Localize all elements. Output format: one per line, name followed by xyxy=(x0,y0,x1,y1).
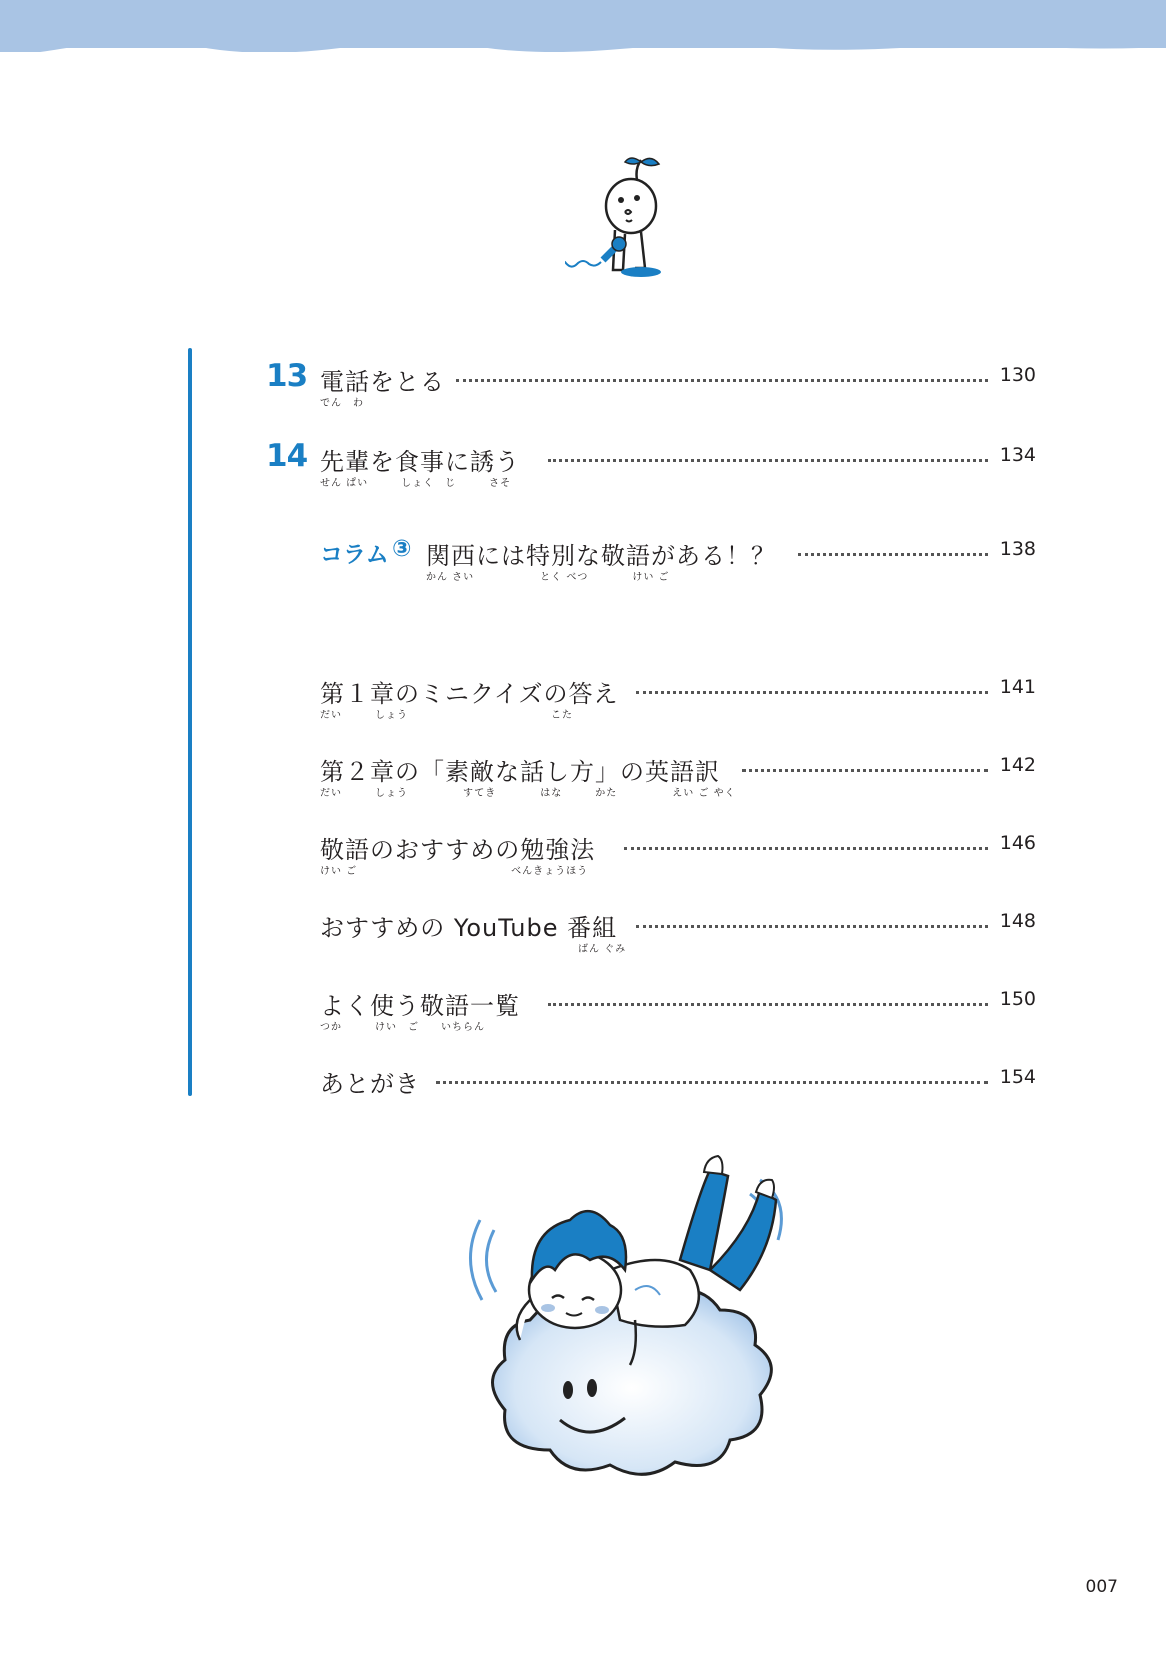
dot-leader xyxy=(548,1003,988,1006)
dot-leader xyxy=(742,769,988,772)
entry-ruby: つか けい ご いちらん xyxy=(320,1022,485,1033)
toc-entry[interactable] xyxy=(266,438,1036,502)
toc-entry[interactable] xyxy=(266,674,1036,734)
dot-leader xyxy=(548,459,988,462)
toc-accent-line xyxy=(188,348,192,1096)
dot-leader xyxy=(798,553,988,556)
page-folio: 007 xyxy=(1085,1577,1118,1597)
toc-entry[interactable] xyxy=(266,752,1036,812)
entry-ruby: けい ご べんきょうほう xyxy=(320,866,589,877)
boy-on-cloud-illustration xyxy=(460,1150,820,1494)
header-band xyxy=(0,0,1166,48)
page-number: 146 xyxy=(999,832,1036,854)
entry-ruby: だい しょう こた xyxy=(320,710,573,721)
entry-title: 電話をとる xyxy=(320,368,445,396)
entry-title: よく使う敬語一覧 xyxy=(320,992,520,1020)
toc-entry[interactable] xyxy=(266,830,1036,890)
column-number: ③ xyxy=(392,536,412,562)
toc-entry[interactable] xyxy=(266,986,1036,1046)
entry-title: 第２章の「素敵な話し方」の英語訳 xyxy=(320,758,720,786)
page-number: 130 xyxy=(999,364,1036,386)
dot-leader xyxy=(436,1081,988,1084)
sprout-character-illustration xyxy=(565,150,705,294)
entry-title: 敬語のおすすめの勉強法 xyxy=(320,836,596,864)
dot-leader xyxy=(624,847,988,850)
column-label: コラム xyxy=(320,542,389,568)
entry-ruby: ばん ぐみ xyxy=(578,944,627,955)
entry-title: あとがき xyxy=(320,1070,420,1098)
page-number: 154 xyxy=(999,1066,1036,1088)
dot-leader xyxy=(636,925,988,928)
entry-title: 関西には特別な敬語がある！？ xyxy=(426,542,776,570)
page-number: 141 xyxy=(999,676,1036,698)
entry-title: 先輩を食事に誘う xyxy=(320,448,520,476)
entry-title: 第１章のミニクイズの答え xyxy=(320,680,619,708)
page-number: 148 xyxy=(999,910,1036,932)
chapter-number: 14 xyxy=(266,438,308,474)
entry-ruby: でん わ xyxy=(320,398,364,409)
toc-entry[interactable] xyxy=(266,908,1036,968)
page-number: 150 xyxy=(999,988,1036,1010)
dot-leader xyxy=(636,691,988,694)
toc-entry[interactable] xyxy=(266,358,1036,422)
entry-ruby: せん ぱい しょく じ さそ xyxy=(320,478,512,489)
page-number: 142 xyxy=(999,754,1036,776)
page-number: 134 xyxy=(999,444,1036,466)
entry-ruby: かん さい とく べつ けい ご xyxy=(426,572,670,583)
entry-ruby: だい しょう すてき はな かた えい ご やく xyxy=(320,788,736,799)
entry-title: おすすめの YouTube 番組 xyxy=(320,914,618,942)
toc-entry-column[interactable] xyxy=(266,536,1036,596)
brush-edge xyxy=(0,44,1166,52)
chapter-number: 13 xyxy=(266,358,308,394)
dot-leader xyxy=(456,379,988,382)
page-number: 138 xyxy=(999,538,1036,560)
toc-entry[interactable] xyxy=(266,1064,1036,1124)
